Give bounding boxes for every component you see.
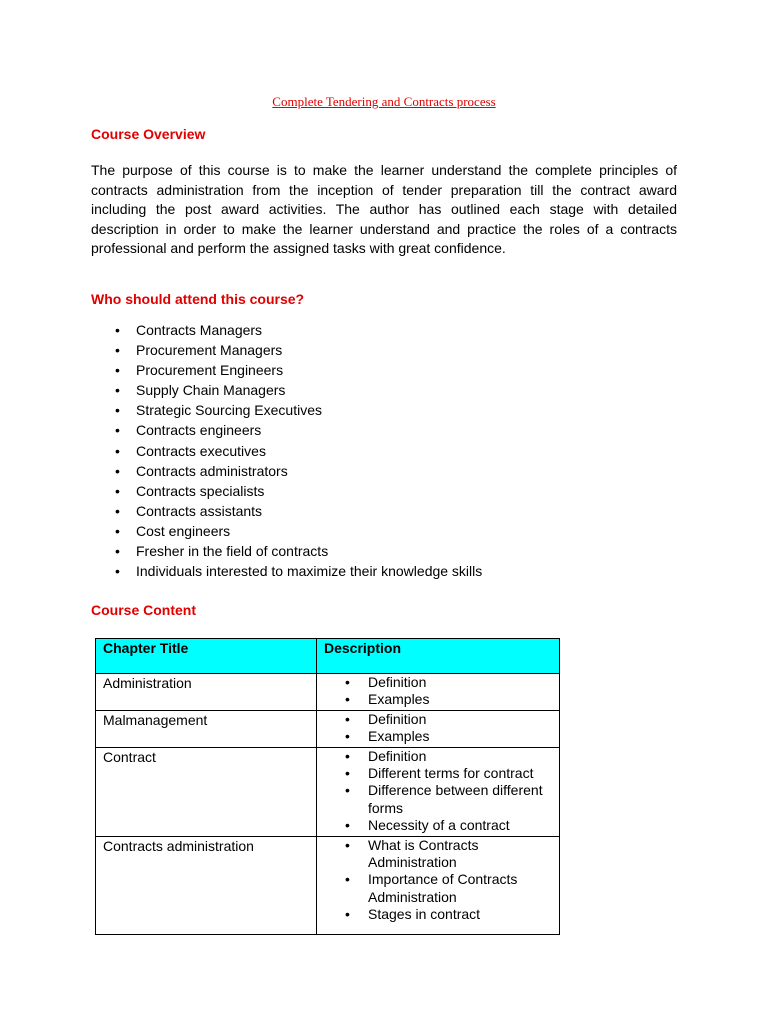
description-cell xyxy=(317,711,560,748)
audience-item: • Individuals interested to maximize their knowledge skills xyxy=(91,561,482,581)
audience-item: • Supply Chain Managers xyxy=(91,380,482,400)
audience-item: • Procurement Engineers xyxy=(91,360,482,380)
audience-item: • Strategic Sourcing Executives xyxy=(91,400,482,420)
document-title: Complete Tendering and Contracts process xyxy=(272,94,496,109)
chapter-title-cell: Contracts administration xyxy=(96,837,317,935)
audience-item: • Contracts administrators xyxy=(91,461,482,481)
audience-item: • Contracts specialists xyxy=(91,481,482,501)
table-row xyxy=(96,748,560,837)
description-list xyxy=(317,674,553,708)
description-item: • Different terms for contract xyxy=(317,765,553,782)
column-header-chapter-title: Chapter Title xyxy=(96,639,317,674)
table-row xyxy=(96,837,560,935)
audience-item: • Contracts assistants xyxy=(91,501,482,521)
audience-item: • Fresher in the field of contracts xyxy=(91,541,482,561)
table-row xyxy=(96,674,560,711)
audience-item: • Procurement Managers xyxy=(91,340,482,360)
description-item: • Stages in contract xyxy=(317,906,553,923)
description-item: • Definition xyxy=(317,748,553,765)
course-overview-heading: Course Overview xyxy=(91,126,206,142)
course-content-table xyxy=(95,638,560,935)
description-cell xyxy=(317,674,560,711)
description-item: • Examples xyxy=(317,691,553,708)
audience-heading: Who should attend this course? xyxy=(91,291,305,307)
audience-item: • Contracts executives xyxy=(91,441,482,461)
description-cell xyxy=(317,748,560,837)
audience-item: • Contracts Managers xyxy=(91,320,482,340)
table-row xyxy=(96,711,560,748)
chapter-title-cell: Contract xyxy=(96,748,317,837)
audience-item: • Cost engineers xyxy=(91,521,482,541)
chapter-title-cell: Malmanagement xyxy=(96,711,317,748)
description-item: • Definition xyxy=(317,711,553,728)
course-content-heading: Course Content xyxy=(91,602,196,618)
table-header-row xyxy=(96,639,560,674)
course-overview-paragraph: The purpose of this course is to make the learner understand the complete principles of contracts administration from the inception of tender preparation till the contract award including the post award activities. The author has outlined each stage with detailed description in order to make the learner understand and practice the roles of a contracts professional and perform the assigned tasks with great confidence. xyxy=(91,162,677,256)
audience-list xyxy=(91,320,482,581)
description-item: • Necessity of a contract xyxy=(317,817,553,834)
description-item: • Definition xyxy=(317,674,553,691)
description-item: • Difference between different forms xyxy=(317,782,553,816)
description-item: • Importance of Contracts Administration xyxy=(317,871,553,905)
description-list xyxy=(317,748,553,834)
chapter-title-cell: Administration xyxy=(96,674,317,711)
description-list xyxy=(317,711,553,745)
description-item: • Examples xyxy=(317,728,553,745)
description-item: • What is Contracts Administration xyxy=(317,837,553,871)
audience-item: • Contracts engineers xyxy=(91,420,482,440)
column-header-description: Description xyxy=(317,639,560,674)
description-cell xyxy=(317,837,560,935)
description-list xyxy=(317,837,553,923)
